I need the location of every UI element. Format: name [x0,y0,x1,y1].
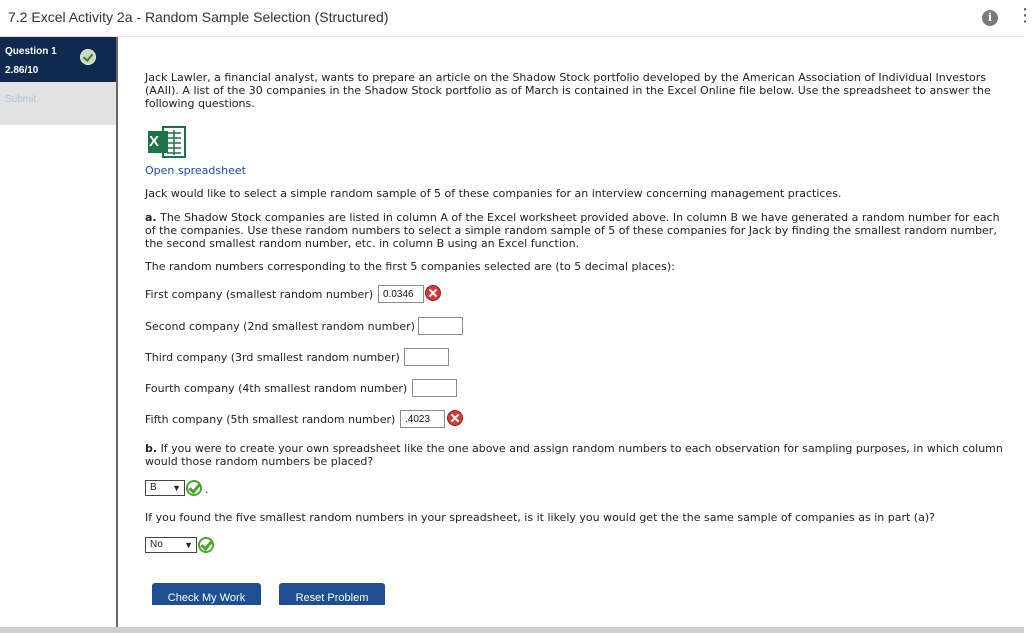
third-company-input[interactable] [404,348,449,366]
open-spreadsheet-link[interactable]: Open spreadsheet [145,164,246,177]
part-b-question-2: If you found the five smallest random numbers in your spreadsheet, is it likely you would get the the same sample of companies as in part (a)? [145,511,935,524]
correct-icon [198,537,214,553]
same-sample-select-value: No [150,539,163,550]
info-icon[interactable]: i [982,10,998,26]
part-a-text [145,211,1005,250]
incorrect-icon [425,285,441,301]
second-company-label: Second company (2nd smallest random number) [145,320,415,333]
part-b-label: b. [145,442,158,455]
chevron-down-icon: ▼ [172,483,181,493]
top-bar [0,0,1034,37]
fifth-company-label: Fifth company (5th smallest random number) [145,413,396,426]
check-icon [80,49,96,65]
bottom-scrollbar[interactable] [0,627,1024,633]
column-select-value: B [150,482,157,493]
fourth-company-input[interactable] [412,379,457,397]
incorrect-icon [447,410,463,426]
column-select[interactable] [145,480,185,496]
first-company-input[interactable]: 0.0346 [378,285,424,303]
page-title: 7.2 Excel Activity 2a - Random Sample Selection (Structured) [8,9,389,25]
more-options-icon[interactable]: ⋮ [1016,5,1034,26]
third-company-label: Third company (3rd smallest random number) [145,351,400,364]
part-a-body: The Shadow Stock companies are listed in column A of the Excel worksheet provided above. In column B we have generated a random number for each of the companies. Use these random numbers to select a simple random sample of 5 of these companies for Jack by finding the smallest random number, the second smallest random number, etc. in column B using an Excel function. [145,211,1000,250]
same-sample-select[interactable] [145,537,197,553]
part-a-label: a. [145,211,157,224]
submit-label: Submit [5,94,37,105]
submit-button[interactable] [0,82,116,125]
part-b-body: If you were to create your own spreadsheet like the one above and assign random numbers to each observation for sampling purposes, in which column would those random numbers be placed? [145,442,1003,468]
part-a-prompt: The random numbers corresponding to the first 5 companies selected are (to 5 decimal places): [145,260,675,273]
check-my-work-button[interactable]: Check My Work [152,583,261,605]
question-score: 2.86/10 [5,65,39,76]
fourth-company-label: Fourth company (4th smallest random number) [145,382,408,395]
question-sidebar [0,37,118,627]
part-b-text [145,442,1005,468]
question-label: Question 1 [5,46,57,57]
first-company-label: First company (smallest random number) [145,288,374,301]
chevron-down-icon: ▼ [184,540,193,550]
period-text: . [205,483,209,496]
reset-problem-button[interactable]: Reset Problem [279,583,385,605]
task-text: Jack would like to select a simple random sample of 5 of these companies for an interview concerning management practices. [145,187,842,200]
fifth-company-input[interactable]: .4023 [400,410,445,428]
excel-icon-letter: X [149,133,160,150]
correct-icon [186,480,202,496]
intro-text: Jack Lawler, a financial analyst, wants to prepare an article on the Shadow Stock portfolio developed by the American Association of Individual Investors (AAII). A list of the 30 companies in the Shadow Stock portfolio as of March is contained in the Excel Online file below. Use the spreadsheet to answer the following questions. [145,71,991,110]
second-company-input[interactable] [418,317,463,335]
sidebar-item-question-1[interactable] [0,37,116,82]
